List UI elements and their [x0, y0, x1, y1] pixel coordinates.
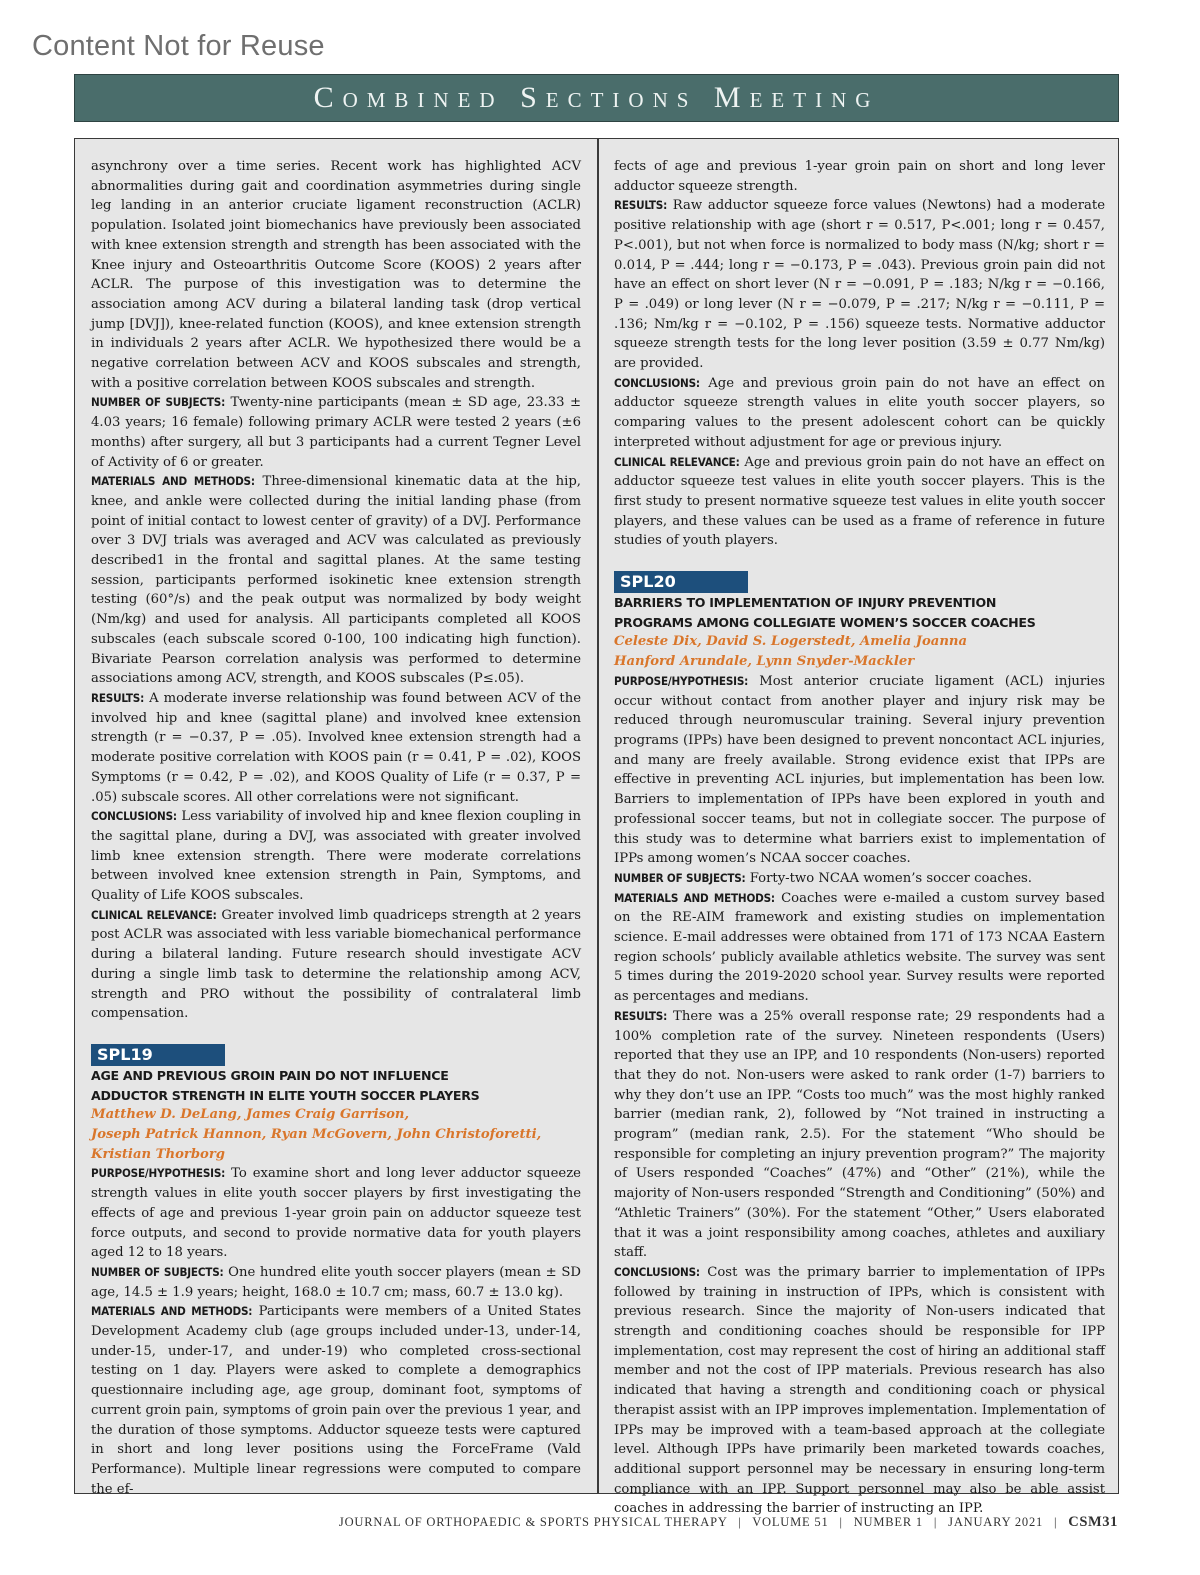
clinical-paragraph [91, 906, 581, 1024]
abstract-title-line: AGE AND PREVIOUS GROIN PAIN DO NOT INFLUENCE [91, 1067, 449, 1083]
subjects-label: NUMBER OF SUBJECTS: [614, 870, 746, 885]
abstract-continuation: fects of age and previous 1-year groin pain on short and long lever adductor squeeze strength. [614, 159, 1105, 194]
subjects-paragraph [91, 1263, 581, 1302]
conclusions-paragraph [91, 807, 581, 906]
conclusions-paragraph [614, 374, 1105, 453]
footer-separator: | [738, 1515, 742, 1529]
authors-line: Celeste Dix, David S. Logerstedt, Amelia Joanna [614, 634, 968, 650]
conclusions-label: CONCLUSIONS: [614, 375, 700, 390]
footer-separator: | [1054, 1515, 1058, 1529]
purpose-label: PURPOSE/HYPOTHESIS: [614, 673, 749, 688]
conclusions-label: CONCLUSIONS: [614, 1264, 700, 1279]
results-label: RESULTS: [614, 198, 668, 213]
column-divider [597, 138, 599, 1494]
footer-separator: | [839, 1515, 843, 1529]
authors-line: Matthew D. DeLang, James Craig Garrison, [91, 1107, 410, 1123]
methods-label: MATERIALS AND METHODS: [91, 1304, 253, 1319]
abstract-authors [614, 632, 1105, 671]
clinical-label: CLINICAL RELEVANCE: [91, 907, 217, 922]
results-paragraph [614, 1007, 1105, 1263]
footer-separator: | [933, 1515, 938, 1529]
results-text: There was a 25% overall response rate; 29 respondents had a 100% completion rate of the survey. Nineteen respondents (Users) reported that they use an IPP, and 10 respondents (Non-users) reported that they do not. Non-users were asked to rank order (1-7) barriers to why they don’t use an IPP. “Costs too much” was the most highly ranked barrier (median rank, 2), followed by “Not trained in instructing a program” (median rank, 2.5). For the statement “Who should be responsible for completing an injury prevention program?” The majority of Users responded “Coaches” (47%) and “Other” (21%), while the majority of Non-users responded “Strength and Conditioning” (50%) and “Athletic Trainers” (30%). For the statement “Other,” Users elaborated that it was a joint responsibility among coaches, athletes and auxiliary staff. [614, 1008, 1105, 1261]
abstract-title [91, 1066, 581, 1105]
abstract-title-line: BARRIERS TO IMPLEMENTATION OF INJURY PREVENTION [614, 595, 997, 611]
journal-date: JANUARY 2021 [948, 1515, 1044, 1529]
journal-number: NUMBER 1 [853, 1515, 923, 1529]
results-paragraph [91, 689, 581, 807]
methods-paragraph [91, 1302, 581, 1499]
conclusions-text: Cost was the primary barrier to implementation of IPPs followed by training in instruction of IPPs, which is consistent with previous research. Since the majority of Non-users indicated that strength and conditioning coaches should be responsible for IPP implementation, cost may represent the cost of hiring an additional staff member and not the cost of IPP materials. Previous research has also indicated that having a strength and conditioning coach or physical therapist assist with an IPP improves implementation. Implementation of IPPs may be improved with a team-based approach at the collegiate level. Although IPPs have primarily been marketed towards coaches, additional support personnel may be necessary in ensuring long-term compliance with an IPP. Support personnel may also be able assist coaches in addressing the barrier of instructing an IPP. [614, 1264, 1105, 1517]
conclusions-text: Age and previous groin pain do not have an effect on adductor squeeze strength values in elite youth soccer players, so comparing values to the present adolescent cohort can be quickly interpreted without adjustment for age or previous injury. [614, 375, 1105, 450]
methods-paragraph [614, 889, 1105, 1007]
abstract-id-badge: SPL20 [614, 571, 748, 593]
purpose-text: To examine short and long lever adductor squeeze strength values in elite youth soccer players by first investigating the effects of age and previous 1-year groin pain on adductor squeeze test force outputs, and second to provide normative data for youth players aged 12 to 18 years. [91, 1166, 581, 1261]
watermark-text: Content Not for Reuse [32, 30, 325, 62]
results-label: RESULTS: [614, 1008, 668, 1023]
purpose-text: Most anterior cruciate ligament (ACL) injuries occur without contact from another player and injury risk may be reduced through neuromuscular training. Several injury prevention programs (IPPs) have been designed to prevent noncontact ACL injuries, and many are freely available. Strong evidence exist that IPPs are effective in preventing ACL injuries, but implementation has been low. Barriers to implementation of IPPs have been explored in youth and professional soccer teams, but not in collegiate soccer. The purpose of this study was to determine what barriers exist to implementation of IPPs among women’s NCAA soccer coaches. [614, 673, 1105, 867]
subjects-paragraph [614, 869, 1105, 889]
subjects-label: NUMBER OF SUBJECTS: [91, 395, 226, 410]
abstract-authors [91, 1105, 581, 1164]
authors-line: Hanford Arundale, Lynn Snyder-Mackler [614, 654, 915, 670]
abstract-continuation: asynchrony over a time series. Recent work has highlighted ACV abnormalities during gait and coordination asymmetries during single leg landing in an anterior cruciate ligament reconstruction (ACLR) population. Isolated joint biomechanics have previously been associated with knee extension strength and strength has been associated with the Knee injury and Osteoarthritis Outcome Score (KOOS) 2 years after ACLR. The purpose of this investigation was to determine the association among ACV during a bilateral landing task (drop vertical jump [DVJ]), knee-related function (KOOS), and knee extension strength in individuals 2 years after ACLR. We hypothesized there would be a negative correlation between ACV and KOOS subscales and strength, with a positive correlation between KOOS subscales and strength. [91, 159, 581, 391]
left-column [91, 157, 581, 1499]
journal-name: JOURNAL OF ORTHOPAEDIC & SPORTS PHYSICAL THERAPY [338, 1515, 728, 1529]
results-text: Raw adductor squeeze force values (Newtons) had a moderate positive relationship with age (short r = 0.517, P<.001; long r = 0.457, P<.001), but not when force is normalized to body mass (N/kg; short r = 0.014, P = .444; long r = −0.173, P = .043). Previous groin pain did not have an effect on short lever (N r = −0.091, P = .183; N/kg r = −0.166, P = .049) or long lever (N r = −0.079, P = .217; N/kg r = −0.111, P = .136; Nm/kg r = −0.102, P = .156) squeeze tests. Normative adductor squeeze strength tests for the long lever position (3.59 ± 0.77 Nm/kg) are provided. [614, 198, 1105, 372]
clinical-label: CLINICAL RELEVANCE: [614, 454, 740, 469]
banner-title: Combined Sections Meeting [313, 81, 880, 114]
conclusions-label: CONCLUSIONS: [91, 809, 177, 824]
clinical-paragraph [614, 453, 1105, 552]
clinical-text: Greater involved limb quadriceps strength at 2 years post ACLR was associated with less variable biomechanical performance during a bilateral landing. Future research should investigate ACV during a single limb task to determine the relationship among ACV, strength and PRO without the possibility of contralateral limb compensation. [91, 907, 581, 1022]
methods-label: MATERIALS AND METHODS: [614, 890, 775, 905]
page-footer [339, 1514, 1118, 1531]
clinical-text: Age and previous groin pain do not have an effect on adductor squeeze test values in elite youth soccer players. This is the first study to present normative squeeze test values in elite youth soccer players, and these values can be used as a frame of reference in future studies of youth players. [614, 454, 1105, 549]
methods-text: Coaches were e-mailed a custom survey based on the RE-AIM framework and existing studies on implementation science. E-mail addresses were obtained from 171 of 173 NCAA Eastern region schools’ publicly available athletics website. The survey was sent 5 times during the 2019-2020 school year. Survey results were reported as percentages and medians. [614, 890, 1105, 1005]
abstract-id-badge: SPL19 [91, 1044, 225, 1066]
conclusions-text: Less variability of involved hip and knee flexion coupling in the sagittal plane, during a DVJ, was associated with greater involved limb knee extension strength. There were moderate correlations between involved knee extension strength in Pain, Symptoms, and Quality of Life KOOS subscales. [91, 809, 581, 904]
abstract-title-line: ADDUCTOR STRENGTH IN ELITE YOUTH SOCCER PLAYERS [91, 1087, 480, 1103]
page-number: CSM31 [1068, 1514, 1118, 1530]
purpose-paragraph [91, 1164, 581, 1263]
abstract-title [614, 593, 1105, 632]
methods-paragraph [91, 472, 581, 689]
purpose-paragraph [614, 672, 1105, 869]
right-column [614, 157, 1105, 1519]
authors-line: Kristian Thorborg [91, 1146, 225, 1162]
conclusions-paragraph [614, 1263, 1105, 1519]
subjects-paragraph [91, 393, 581, 472]
subjects-text: One hundred elite youth soccer players (mean ± SD age, 14.5 ± 1.9 years; height, 168.0 ± 10.7 cm; mass, 60.7 ± 13.0 kg). [91, 1264, 581, 1300]
results-label: RESULTS: [91, 690, 145, 705]
subjects-text: Twenty-nine participants (mean ± SD age, 23.33 ± 4.03 years; 16 female) following primary ACLR were tested 2 years (±6 months) after surgery, all but 3 participants had a current Tegner Level of Activity of 6 or greater. [91, 395, 581, 470]
section-banner [74, 74, 1119, 122]
subjects-label: NUMBER OF SUBJECTS: [91, 1264, 224, 1279]
purpose-label: PURPOSE/HYPOTHESIS: [91, 1166, 226, 1181]
methods-text: Three-dimensional kinematic data at the hip, knee, and ankle were collected during the initial landing phase (from point of initial contact to lowest center of gravity) of a DVJ. Performance over 3 DVJ trials was averaged and ACV was calculated as previously described1 in the frontal and sagittal planes. At the same testing session, participants performed isokinetic knee extension strength testing (60°/s) and the peak output was normalized by body weight (Nm/kg) and used for analysis. All participants completed all KOOS subscales (each subscale scored 0-100, 100 indicating high function). Bivariate Pearson correlation analysis was performed to determine associations among ACV, strength, and KOOS subscales (P≤.05). [91, 474, 581, 687]
methods-text: Participants were members of a United States Development Academy club (age groups included under-13, under-14, under-15, under-17, and under-19) who completed cross-sectional testing on 1 day. Players were asked to complete a demographics questionnaire including age, age group, dominant foot, symptoms of current groin pain, symptoms of groin pain over the previous 1 year, and the duration of those symptoms. Adductor squeeze tests were captured in short and long lever positions using the ForceFrame (Vald Performance). Multiple linear regressions were computed to compare the ef- [91, 1304, 582, 1497]
authors-line: Joseph Patrick Hannon, Ryan McGovern, John Christoforetti, [91, 1127, 542, 1143]
abstract-title-line: PROGRAMS AMONG COLLEGIATE WOMEN’S SOCCER COACHES [614, 614, 1036, 630]
results-paragraph [614, 196, 1105, 373]
methods-label: MATERIALS AND METHODS: [91, 474, 255, 489]
subjects-text: Forty-two NCAA women’s soccer coaches. [745, 870, 1032, 886]
results-text: A moderate inverse relationship was found between ACV of the involved hip and knee (sagittal plane) and involved knee extension strength (r = −0.37, P = .05). Involved knee extension strength had a moderate positive correlation with KOOS pain (r = 0.41, P = .02), KOOS Symptoms (r = 0.42, P = .02), and KOOS Quality of Life (r = 0.37, P = .05) subscale scores. All other correlations were not significant. [91, 690, 581, 805]
journal-volume: VOLUME 51 [752, 1515, 829, 1529]
